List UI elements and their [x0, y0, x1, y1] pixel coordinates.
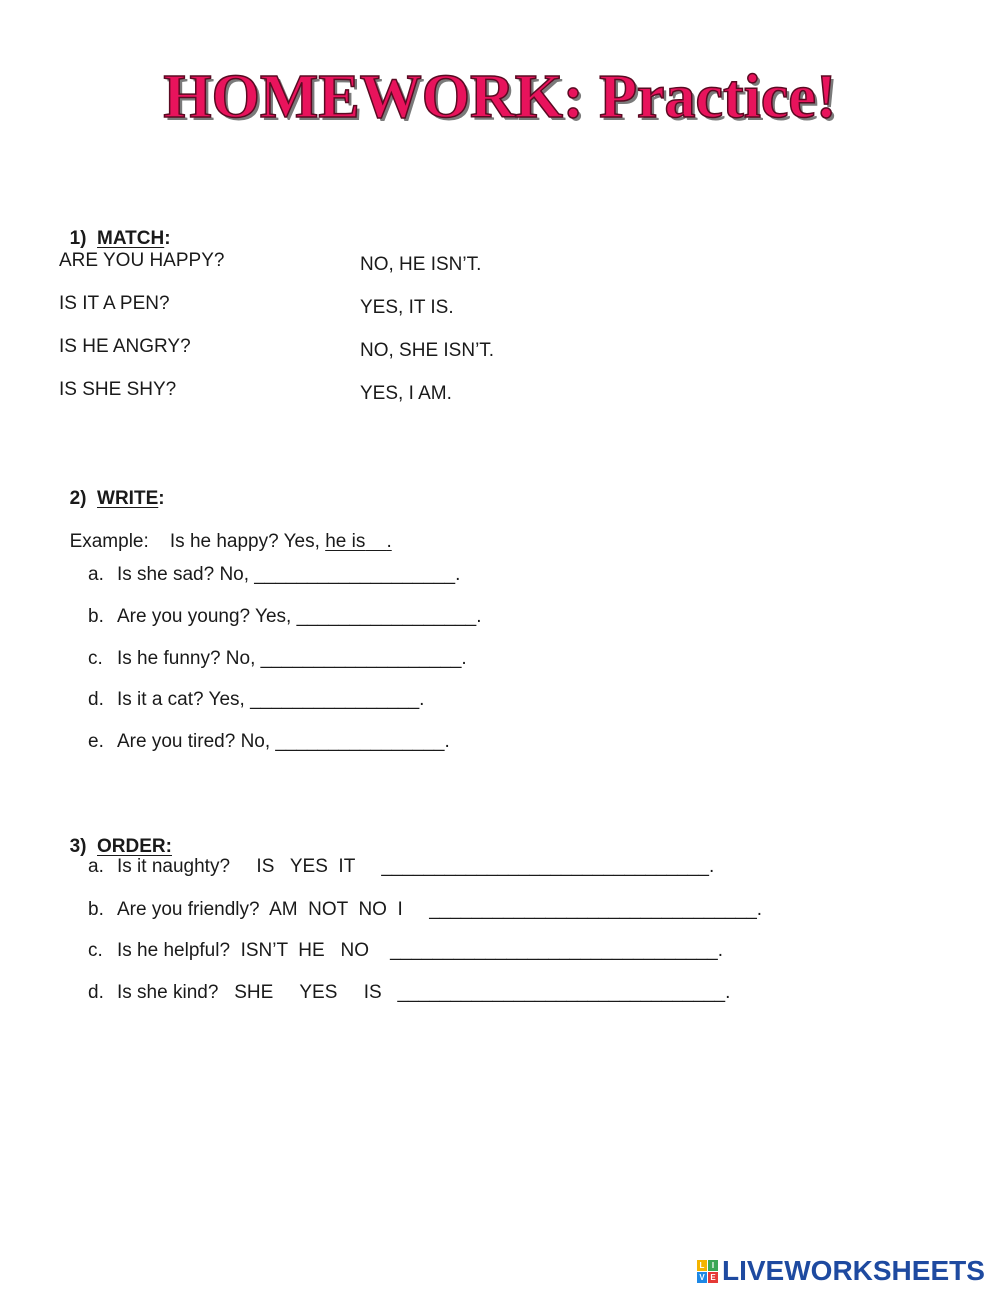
write-example — [59, 509, 392, 553]
order-item-b[interactable] — [88, 899, 762, 921]
example-text: Is he happy? Yes, — [169, 531, 320, 552]
item-label: c. — [88, 648, 103, 669]
write-item-b[interactable] — [88, 606, 482, 628]
write-item-d[interactable] — [88, 689, 424, 711]
item-label: b. — [88, 606, 104, 627]
section-2-colon: : — [158, 488, 165, 509]
item-text: Is it naughty? IS YES IT _______________________________. — [117, 856, 715, 877]
order-item-a[interactable] — [88, 856, 714, 878]
logo-letter: V — [697, 1272, 707, 1283]
item-label: a. — [88, 564, 104, 585]
order-item-c[interactable] — [88, 940, 723, 962]
section-3-heading — [59, 814, 172, 858]
example-label: Example: — [69, 531, 149, 552]
match-answer-2[interactable]: YES, IT IS. — [360, 297, 454, 318]
logo-letter: I — [708, 1260, 718, 1271]
page-title: HOMEWORK: Practice! — [163, 63, 837, 131]
write-item-a[interactable] — [88, 564, 460, 586]
item-label: d. — [88, 982, 104, 1003]
item-text: Is he helpful? ISN’T HE NO _______________________________. — [117, 940, 723, 961]
section-1-colon: : — [164, 228, 171, 249]
write-item-c[interactable] — [88, 648, 467, 670]
section-2-number: 2) — [69, 488, 87, 509]
item-text: Is he funny? No, ___________________. — [117, 648, 467, 669]
item-text: Are you tired? No, ________________. — [117, 731, 450, 752]
item-label: d. — [88, 689, 104, 710]
match-answer-4[interactable]: YES, I AM. — [360, 383, 452, 404]
section-2-title: WRITE — [97, 488, 159, 509]
item-label: b. — [88, 899, 104, 920]
logo-text: LIVEWORKSHEETS — [722, 1255, 985, 1286]
logo-letter: E — [708, 1272, 718, 1283]
write-item-e[interactable] — [88, 731, 450, 753]
order-item-d[interactable] — [88, 982, 730, 1004]
match-question-2[interactable]: IS IT A PEN? — [59, 293, 170, 314]
item-text: Are you young? Yes, _________________. — [117, 606, 482, 627]
section-1-heading — [59, 206, 171, 250]
match-question-3[interactable]: IS HE ANGRY? — [59, 336, 191, 357]
item-label: e. — [88, 731, 104, 752]
item-text: Are you friendly? AM NOT NO I _______________________________. — [117, 899, 763, 920]
match-question-4[interactable]: IS SHE SHY? — [59, 379, 177, 400]
section-1-number: 1) — [69, 228, 87, 249]
item-text: Is it a cat? Yes, ________________. — [117, 689, 425, 710]
match-answer-1[interactable]: NO, HE ISN’T. — [360, 254, 482, 275]
section-3-title: ORDER: — [97, 836, 172, 857]
item-text: Is she kind? SHE YES IS _______________________________. — [117, 982, 731, 1003]
item-text: Is she sad? No, ___________________. — [117, 564, 461, 585]
item-label: c. — [88, 940, 103, 961]
section-2-heading — [59, 466, 165, 510]
logo-icon — [697, 1260, 718, 1283]
logo-letter: L — [697, 1260, 707, 1271]
item-label: a. — [88, 856, 104, 877]
section-1-title: MATCH — [97, 228, 165, 249]
example-answer: he is . — [325, 531, 392, 552]
match-answer-3[interactable]: NO, SHE ISN’T. — [360, 340, 495, 361]
match-question-1[interactable]: ARE YOU HAPPY? — [59, 250, 225, 271]
section-3-number: 3) — [69, 836, 87, 857]
liveworksheets-logo[interactable] — [697, 1255, 985, 1287]
